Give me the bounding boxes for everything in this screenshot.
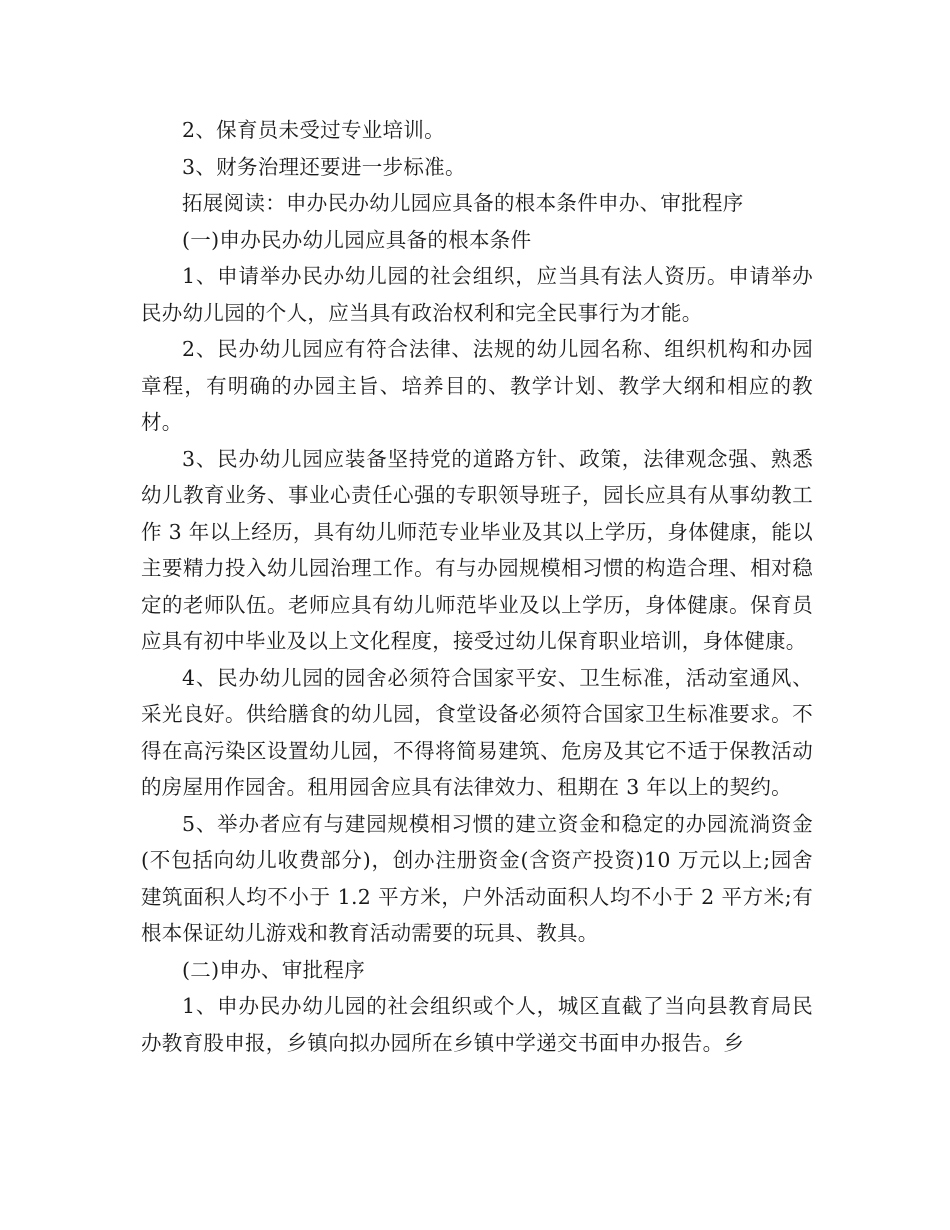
section-heading-procedure: (二)申办、审批程序 [182,957,365,982]
paragraph-condition-4: 4、民办幼儿园的园舍必须符合国家平安、卫生标准，活动室通风、采光良好。供给膳食的幼儿园，食堂设备必须符合国家卫生标准要求。不得在高污染区设置幼儿园，不得将简易建筑、危房及其它不适于保教活动的房屋用作园舍。租用园舍应具有法律效力、租期在 3 年以上的契约。 [141,665,813,799]
section-heading-conditions: (一)申办民办幼儿园应具备的根本条件 [182,227,532,252]
paragraph-condition-2: 2、民办幼儿园应有符合法律、法规的幼儿园名称、组织机构和办园章程，有明确的办园主旨、培养目的、教学计划、教学大纲和相应的教材。 [141,337,813,434]
paragraph-condition-3: 3、民办幼儿园应装备坚持党的道路方针、政策，法律观念强、熟悉幼儿教育业务、事业心责任心强的专职领导班子，园长应具有从事幼教工作 3 年以上经历，具有幼儿师范专业毕业及其以上学历，身体健康，能以主要精力投入幼儿园治理工作。有与办园规模相习惯的构造合理、相对稳定的老师队伍。老师应具有幼儿师范毕业及以上学历，身体健康。保育员应具有初中毕业及以上文化程度，接受过幼儿保育职业培训，身体健康。 [141,446,813,653]
paragraph-condition-1: 1、申请举办民办幼儿园的社会组织，应当具有法人资历。申请举办民办幼儿园的个人，应当具有政治权利和完全民事行为才能。 [141,264,813,325]
paragraph-finance: 3、财务治理还要进一步标准。 [182,154,466,179]
paragraph-staff-training: 2、保育员未受过专业培训。 [182,118,445,142]
paragraph-condition-5: 5、举办者应有与建园规模相习惯的建立资金和稳定的办园流淌资金(不包括向幼儿收费部分)，创办注册资金(含资产投资)10 万元以上;园舍建筑面积人均不小于 1.2 平方米，户外活动面积人均不小于 2 平方米;有根本保证幼儿游戏和教育活动需要的玩具、教具。 [141,811,813,945]
paragraph-extended-reading: 拓展阅读：申办民办幼儿园应具备的根本条件申办、审批程序 [182,191,744,215]
document-body [141,112,813,1061]
paragraph-procedure-1: 1、申办民办幼儿园的社会组织或个人，城区直截了当向县教育局民办教育股申报，乡镇向拟办园所在乡镇中学递交书面申办报告。乡 [141,994,813,1055]
